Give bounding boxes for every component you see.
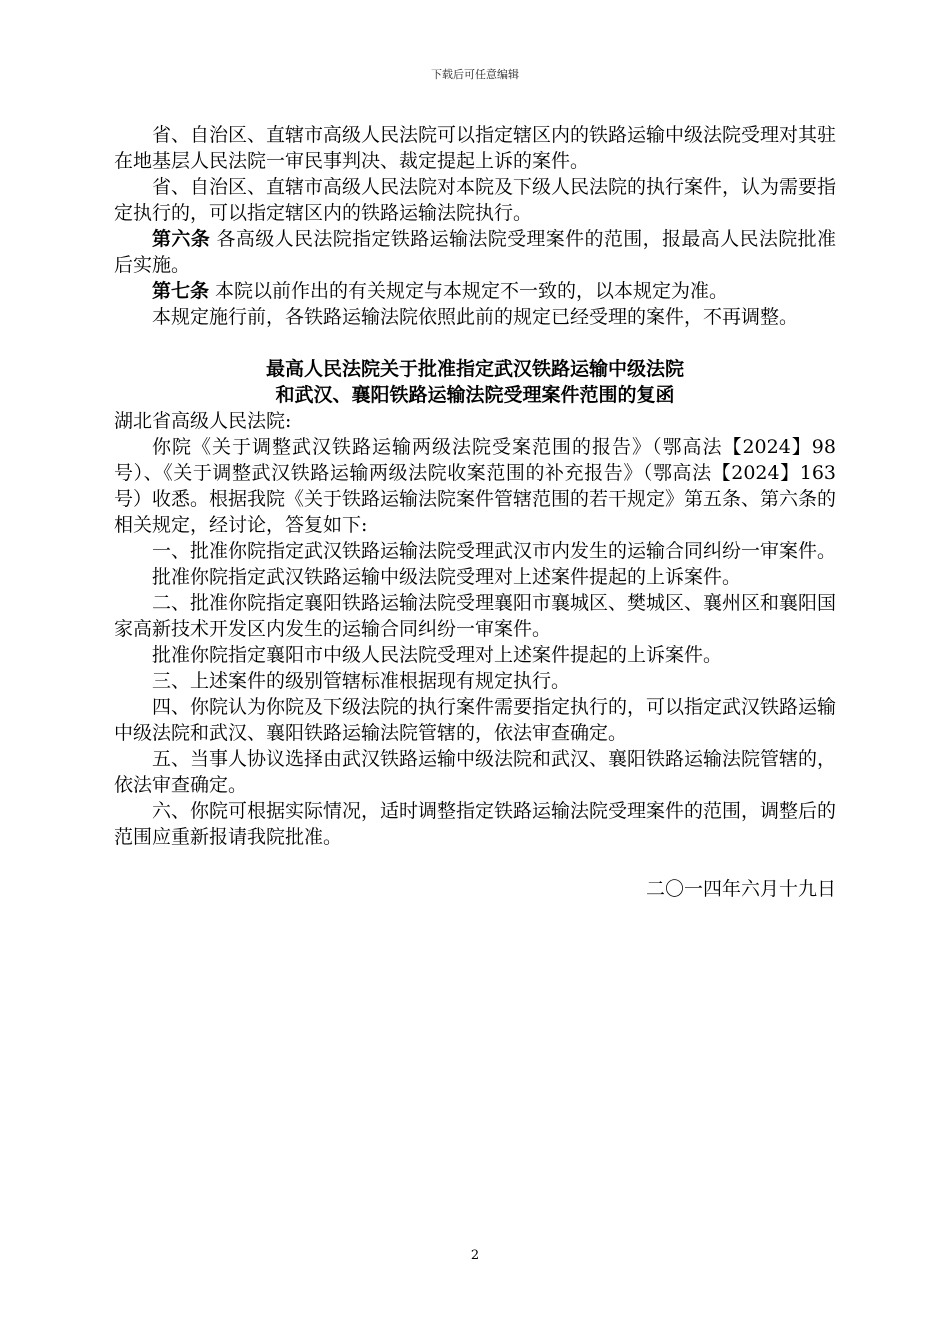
- article-label: 第七条: [152, 280, 210, 302]
- reply-intro: 你院《关于调整武汉铁路运输两级法院受案范围的报告》（鄂高法【2024】98号）、《关于调整武汉铁路运输两级法院收案范围的补充报告》（鄂高法【2024】163号）收悉。根据我院《关于铁路运输法院案件管辖范围的若干规定》第五条、第六条的相关规定，经讨论，答复如下:: [114, 436, 837, 536]
- page-number: 2: [470, 1248, 480, 1263]
- reply-item: 五、当事人协议选择由武汉铁路运输中级法院和武汉、襄阳铁路运输法院管辖的，依法审查确定。: [114, 748, 837, 796]
- paragraph: 省、自治区、直辖市高级人民法院可以指定辖区内的铁路运输中级法院受理对其驻在地基层人民法院一审民事判决、裁定提起上诉的案件。: [114, 124, 837, 172]
- reply-item: 批准你院指定武汉铁路运输中级法院受理对上述案件提起的上诉案件。: [152, 566, 742, 588]
- article-7: [114, 278, 836, 304]
- reply-date: 二〇一四年六月十九日: [645, 878, 836, 900]
- reply-item: 四、你院认为你院及下级法院的执行案件需要指定执行的，可以指定武汉铁路运输中级法院和武汉、襄阳铁路运输法院管辖的，依法审查确定。: [114, 696, 837, 744]
- article-text: 本院以前作出的有关规定与本规定不一致的，以本规定为准。: [209, 280, 729, 302]
- reply-item: 六、你院可根据实际情况，适时调整指定铁路运输法院受理案件的范围，调整后的范围应重新报请我院批准。: [114, 800, 837, 848]
- article-6: [114, 226, 836, 278]
- page-header: 下载后可任意编辑: [431, 68, 519, 81]
- reply-item: 批准你院指定襄阳市中级人民法院受理对上述案件提起的上诉案件。: [152, 644, 723, 666]
- paragraph: 本规定施行前，各铁路运输法院依照此前的规定已经受理的案件，不再调整。: [152, 306, 799, 328]
- reply-item: 二、批准你院指定襄阳铁路运输法院受理襄阳市襄城区、樊城区、襄州区和襄阳国家高新技术开发区内发生的运输合同纠纷一审案件。: [114, 592, 837, 640]
- article-text: 各高级人民法院指定铁路运输法院受理案件的范围，报最高人民法院批准后实施。: [114, 228, 836, 276]
- document-body: [114, 122, 836, 902]
- addressee: 湖北省高级人民法院:: [114, 410, 292, 432]
- reply-title-line-2: 和武汉、襄阳铁路运输法院受理案件范围的复函: [275, 384, 675, 406]
- reply-item: 一、批准你院指定武汉铁路运输法院受理武汉市内发生的运输合同纠纷一审案件。: [152, 540, 837, 562]
- paragraph: 省、自治区、直辖市高级人民法院对本院及下级人民法院的执行案件，认为需要指定执行的，可以指定辖区内的铁路运输法院执行。: [114, 176, 837, 224]
- article-label: 第六条: [152, 228, 211, 250]
- reply-title-line-1: 最高人民法院关于批准指定武汉铁路运输中级法院: [265, 358, 684, 380]
- reply-item: 三、上述案件的级别管辖标准根据现有规定执行。: [152, 670, 571, 692]
